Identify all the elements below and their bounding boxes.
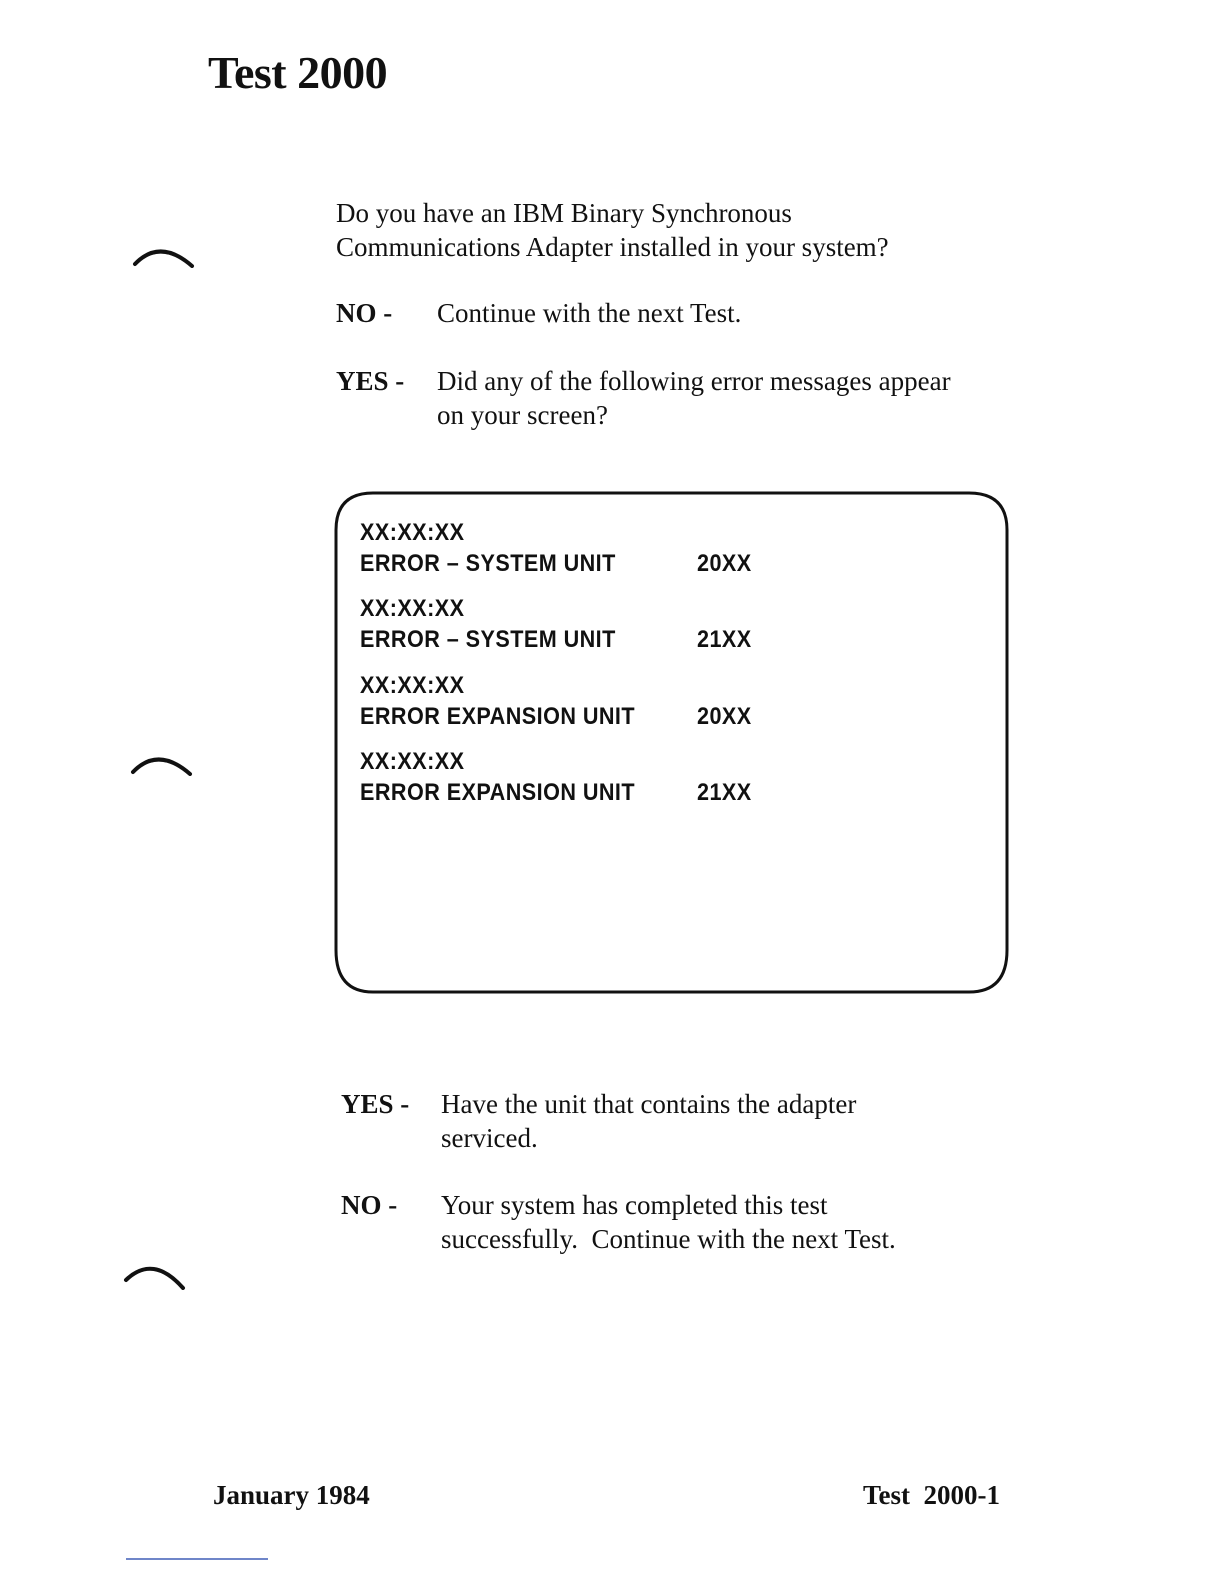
error-time: XX:XX:XX xyxy=(360,672,465,699)
first-no-label: NO - xyxy=(336,298,393,328)
first-yes-text xyxy=(437,364,1057,432)
footer-date: January 1984 xyxy=(213,1480,370,1510)
second-yes-label: YES - xyxy=(341,1089,410,1119)
question-line-1: Do you have an IBM Binary Synchronous xyxy=(336,198,792,228)
second-yes-line-2: serviced. xyxy=(441,1123,538,1153)
binder-hole-mark-middle xyxy=(130,748,194,776)
error-message-1 xyxy=(360,517,616,579)
second-no-label: NO - xyxy=(341,1190,398,1220)
error-message-2 xyxy=(360,593,616,655)
question-line-2: Communications Adapter installed in your system? xyxy=(336,232,889,262)
error-screen-illustration xyxy=(333,490,1009,995)
binder-hole-mark-bottom xyxy=(123,1258,187,1290)
error-time: XX:XX:XX xyxy=(360,748,465,775)
error-message-4 xyxy=(360,746,635,808)
second-no-text xyxy=(441,1188,1061,1256)
second-yes-line-1: Have the unit that contains the adapter xyxy=(441,1089,857,1119)
error-message-3 xyxy=(360,670,635,732)
first-no-text: Continue with the next Test. xyxy=(437,298,742,328)
error-time: XX:XX:XX xyxy=(360,595,465,622)
second-yes-text xyxy=(441,1087,1041,1155)
second-no-line-2: successfully. Continue with the next Test. xyxy=(441,1224,896,1254)
question xyxy=(336,196,1036,264)
first-yes-line-2: on your screen? xyxy=(437,400,608,430)
error-time: XX:XX:XX xyxy=(360,519,465,546)
page-title: Test 2000 xyxy=(208,47,388,98)
second-no-line-1: Your system has completed this test xyxy=(441,1190,828,1220)
error-code: 21XX xyxy=(697,626,752,653)
error-code: 21XX xyxy=(697,779,752,806)
error-code: 20XX xyxy=(697,703,752,730)
binder-hole-mark-top xyxy=(132,240,196,268)
error-text: ERROR – SYSTEM UNIT xyxy=(360,550,616,577)
footer-page-id: Test 2000-1 xyxy=(863,1480,1001,1510)
error-code: 20XX xyxy=(697,550,752,577)
error-text: ERROR – SYSTEM UNIT xyxy=(360,626,616,653)
error-text: ERROR EXPANSION UNIT xyxy=(360,779,636,806)
first-yes-label: YES - xyxy=(336,366,405,396)
first-yes-line-1: Did any of the following error messages appear xyxy=(437,366,951,396)
bottom-rule xyxy=(126,1558,268,1560)
error-text: ERROR EXPANSION UNIT xyxy=(360,703,636,730)
